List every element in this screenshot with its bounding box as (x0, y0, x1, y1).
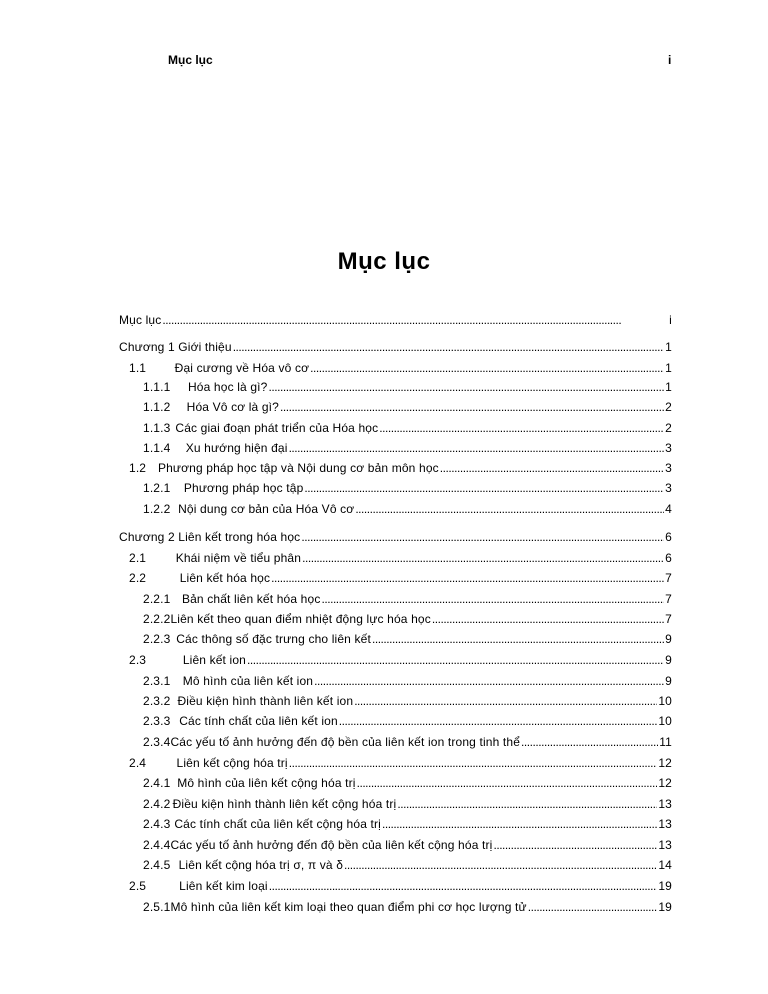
toc-entry-title: Các giai đoạn phát triển của Hóa học (175, 421, 379, 435)
toc-entry-title: Mô hình của liên kết ion (182, 674, 314, 688)
toc-entry-page: 7 (665, 612, 672, 626)
toc-entry-title: Điều kiện hình thành liên kết ion (177, 694, 354, 708)
toc-dot-leader (493, 838, 657, 852)
toc-entry-number: 2.4 (129, 756, 147, 770)
toc-entry-page: 1 (665, 340, 672, 354)
toc-entry-number: 1.1.4 (143, 441, 171, 455)
toc-dot-leader (355, 502, 664, 516)
toc-entry[interactable] (119, 592, 672, 610)
toc-entry[interactable] (119, 653, 672, 671)
toc-entry-page: 6 (665, 530, 672, 544)
toc-entry-page: 10 (658, 714, 672, 728)
toc-entry-page: 11 (659, 735, 672, 749)
toc-dot-leader (521, 735, 658, 749)
toc-entry-number: 2.3.2 (143, 694, 171, 708)
toc-entry-title: Liên kết ion (182, 653, 246, 667)
toc-entry-page: 3 (665, 481, 672, 495)
toc-entry[interactable] (119, 632, 672, 650)
toc-entry[interactable] (119, 694, 672, 712)
toc-entry[interactable] (119, 858, 672, 876)
toc-entry-page: 4 (665, 502, 672, 516)
toc-entry-page: 14 (658, 858, 672, 872)
toc-entry[interactable] (119, 817, 672, 835)
toc-entry-title: Mục lục (119, 313, 162, 327)
toc-entry[interactable] (119, 571, 672, 589)
toc-dot-leader (344, 858, 657, 872)
toc-entry-title: Phương pháp học tập (183, 481, 304, 495)
toc-entry-number: 2.2.1 (143, 592, 171, 606)
toc-entry[interactable] (119, 441, 672, 459)
toc-dot-leader (280, 400, 664, 414)
toc-dot-leader (528, 900, 658, 914)
toc-entry-page: 3 (665, 441, 672, 455)
toc-entry[interactable] (119, 714, 672, 732)
toc-entry[interactable] (119, 313, 672, 331)
toc-entry[interactable] (119, 380, 672, 398)
toc-dot-leader (162, 313, 668, 327)
toc-entry-page: 2 (665, 400, 672, 414)
toc-dot-leader (271, 571, 664, 585)
toc-entry-number: 1.1.1 (143, 380, 171, 394)
toc-dot-leader (432, 612, 664, 626)
toc-entry-number: 2.3.1 (143, 674, 171, 688)
toc-entry[interactable] (119, 900, 672, 918)
toc-entry-title: Mô hình của liên kết kim loại theo quan điểm phi cơ học lượng tử (170, 900, 527, 914)
toc-entry-page: 12 (658, 756, 672, 770)
toc-entry-title: Mô hình của liên kết cộng hóa trị (177, 776, 356, 790)
toc-entry-page: 7 (665, 592, 672, 606)
toc-entry-page: 3 (665, 461, 672, 475)
toc-entry-number: 2.4.1 (143, 776, 171, 790)
toc-entry-title: Đại cương về Hóa vô cơ (174, 361, 310, 375)
toc-dot-leader (440, 461, 664, 475)
toc-entry-title: Xu hướng hiện đại (185, 441, 288, 455)
toc-dot-leader (301, 530, 664, 544)
toc-entry-page: 1 (665, 361, 672, 375)
toc-entry[interactable] (119, 340, 672, 358)
toc-entry[interactable] (119, 756, 672, 774)
toc-entry[interactable] (119, 776, 672, 794)
toc-dot-leader (268, 380, 664, 394)
toc-dot-leader (321, 592, 664, 606)
toc-entry-page: 19 (658, 879, 672, 893)
toc-entry-page: 19 (658, 900, 672, 914)
toc-entry-page: 13 (658, 797, 672, 811)
toc-entry-title: Liên kết hóa học (179, 571, 271, 585)
toc-dot-leader (310, 361, 664, 375)
toc-entry-number: 1.1.2 (143, 400, 171, 414)
toc-entry-number: 2.4.5 (143, 858, 171, 872)
toc-entry-page: 6 (665, 551, 672, 565)
toc-entry-title: Phương pháp học tập và Nội dung cơ bản môn học (157, 461, 439, 475)
page-title: Mục lục (337, 248, 431, 275)
toc-entry-number: 1.2.2 (143, 502, 171, 516)
toc-entry-page: 2 (665, 421, 672, 435)
toc-entry-page: 7 (665, 571, 672, 585)
toc-entry-page: 9 (665, 653, 672, 667)
toc-dot-leader (302, 551, 664, 565)
toc-entry-number: 2.1 (129, 551, 147, 565)
toc-dot-leader (354, 694, 657, 708)
toc-entry-title: Các yếu tố ảnh hưởng đến độ bền của liên kết cộng hóa trị (170, 838, 493, 852)
toc-entry-title: Các tính chất của liên kết cộng hóa trị (174, 817, 381, 831)
running-header-title: Mục lục (168, 53, 213, 67)
toc-entry-title: Các tính chất của liên kết ion (179, 714, 338, 728)
toc-dot-leader (379, 421, 664, 435)
toc-entry[interactable] (119, 551, 672, 569)
toc-entry-title: Liên kết theo quan điểm nhiệt động lực hóa học (170, 612, 431, 626)
toc-entry[interactable] (119, 530, 672, 548)
toc-entry[interactable] (119, 797, 672, 815)
toc-entry-title: Chương 1 Giới thiệu (119, 340, 232, 354)
toc-entry-number: 2.3.4 (143, 735, 171, 749)
toc-dot-leader (247, 653, 664, 667)
toc-entry-number: 1.1.3 (143, 421, 171, 435)
toc-entry-title: Liên kết cộng hóa trị σ, π và δ (178, 858, 344, 872)
toc-entry-number: 1.2.1 (143, 481, 171, 495)
toc-entry-number: 2.2.3 (143, 632, 171, 646)
toc-entry[interactable] (119, 735, 672, 753)
toc-entry-number: 2.5.1 (143, 900, 171, 914)
running-header-page-number: i (668, 53, 672, 67)
toc-entry-page: 12 (658, 776, 672, 790)
toc-dot-leader (314, 674, 664, 688)
toc-entry-page: 10 (658, 694, 672, 708)
toc-entry[interactable] (119, 361, 672, 379)
toc-entry-page: 9 (665, 632, 672, 646)
toc-entry-title: Bản chất liên kết hóa học (181, 592, 321, 606)
toc-entry-number: 2.4.3 (143, 817, 171, 831)
toc-dot-leader (339, 714, 658, 728)
toc-dot-leader (357, 776, 658, 790)
toc-entry-title: Các yếu tố ảnh hưởng đến độ bền của liên kết ion trong tinh thể (170, 735, 521, 749)
toc-dot-leader (269, 879, 658, 893)
toc-dot-leader (289, 441, 665, 455)
toc-entry-title: Chương 2 Liên kết trong hóa học (119, 530, 301, 544)
toc-entry-title: Hóa học là gì? (187, 380, 268, 394)
toc-entry-title: Hóa Vô cơ là gì? (186, 400, 279, 414)
toc-dot-leader (304, 481, 664, 495)
toc-entry-number: 2.4.2 (143, 797, 171, 811)
toc-dot-leader (397, 797, 657, 811)
toc-entry-page: 13 (658, 838, 672, 852)
toc-entry[interactable] (119, 612, 672, 630)
toc-entry[interactable] (119, 674, 672, 692)
toc-dot-leader (233, 340, 664, 354)
toc-entry-number: 2.2 (129, 571, 147, 585)
toc-entry-page: 9 (665, 674, 672, 688)
toc-entry-number: 2.3 (129, 653, 147, 667)
toc-dot-leader (289, 756, 658, 770)
toc-entry[interactable] (119, 400, 672, 418)
toc-entry-number: 2.2.2 (143, 612, 171, 626)
toc-entry-page: i (669, 313, 672, 327)
toc-entry-number: 1.1 (129, 361, 147, 375)
toc-entry-number: 2.3.3 (143, 714, 171, 728)
toc-entry-title: Liên kết cộng hóa trị (176, 756, 288, 770)
toc-entry[interactable] (119, 838, 672, 856)
toc-entry-title: Các thông số đặc trưng cho liên kết (176, 632, 371, 646)
toc-entry-number: 2.4.4 (143, 838, 171, 852)
toc-entry-title: Nội dung cơ bản của Hóa Vô cơ (178, 502, 355, 516)
toc-entry[interactable] (119, 421, 672, 439)
toc-entry-page: 1 (665, 380, 672, 394)
toc-dot-leader (372, 632, 664, 646)
toc-entry[interactable] (119, 481, 672, 499)
toc-entry-page: 13 (658, 817, 672, 831)
toc-entry-number: 2.5 (129, 879, 147, 893)
toc-entry-title: Liên kết kim loại (179, 879, 268, 893)
toc-entry-title: Điều kiện hình thành liên kết cộng hóa trị (172, 797, 397, 811)
toc-entry[interactable] (119, 502, 672, 520)
toc-dot-leader (382, 817, 657, 831)
toc-entry[interactable] (119, 879, 672, 897)
toc-entry[interactable] (119, 461, 672, 479)
toc-entry-title: Khái niệm về tiểu phân (175, 551, 302, 565)
toc-entry-number: 1.2 (129, 461, 147, 475)
